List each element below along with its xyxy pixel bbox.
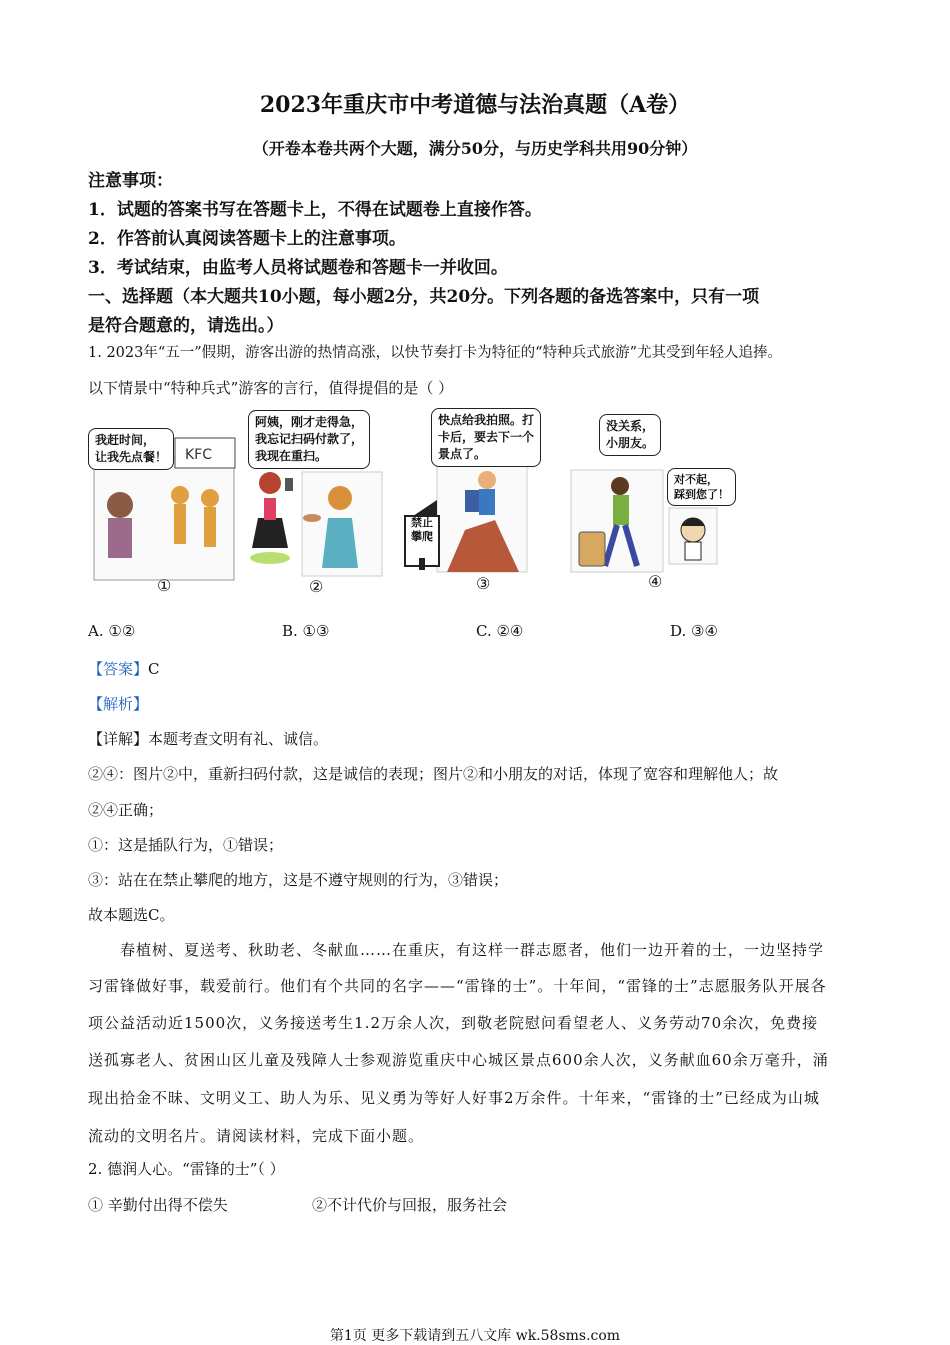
material-line: 习雷锋做好事，载爱前行。他们有个共同的名字——“雷锋的士”。十年间，“雷锋的士”志愿服务队开展各 bbox=[88, 977, 827, 995]
material-line: 送孤寡老人、贫困山区儿童及残障人士参观游览重庆中心城区景点600余人次，义务献血60余万毫升，涌 bbox=[88, 1051, 829, 1069]
panel-number: ② bbox=[309, 577, 324, 596]
speech-bubble: 阿姨，刚才走得急， 我忘记扫码付款了， 我现在重扫。 bbox=[248, 410, 370, 469]
detail-line: 故本题选C。 bbox=[88, 906, 175, 924]
detail-line: 【详解】本题考查文明有礼、诚信。 bbox=[88, 730, 329, 748]
q2-stem: 2. 德润人心。“雷锋的士”（ ） bbox=[88, 1160, 285, 1178]
detail-line: ①：这是插队行为，①错误； bbox=[88, 836, 284, 854]
material-line: 项公益活动近1500次，义务接送考生1.2万余人次，到敬老院慰问看望老人、义务劳动70余次，免费接 bbox=[88, 1014, 819, 1032]
option-d: D. ③④ bbox=[670, 622, 718, 640]
restaurant-sign: KFC bbox=[185, 447, 213, 463]
answer-line bbox=[88, 658, 160, 679]
detail-line: ③：站在在禁止攀爬的地方，这是不遵守规则的行为，③错误； bbox=[88, 871, 509, 889]
note-item: 1．试题的答案书写在答题卡上，不得在试题卷上直接作答。 bbox=[88, 200, 542, 220]
speech-bubble: 我赶时间， 让我先点餐！ bbox=[88, 428, 174, 470]
exam-title: 2023年重庆市中考道德与法治真题（A卷） bbox=[259, 92, 691, 118]
option-a: A. ①② bbox=[88, 622, 136, 640]
material-line: 现出拾金不昧、文明义工、助人为乐、见义勇为等好人好事2万余件。十年来，“雷锋的士”已经成为山城 bbox=[88, 1089, 820, 1107]
option-c: C. ②④ bbox=[476, 622, 524, 640]
note-item: 2．作答前认真阅读答题卡上的注意事项。 bbox=[88, 229, 406, 249]
material-line: 流动的文明名片。请阅读材料，完成下面小题。 bbox=[88, 1127, 425, 1145]
speech-bubble-child: 对不起， 踩到您了！ bbox=[667, 468, 736, 506]
speech-bubble: 没关系， 小朋友。 bbox=[599, 414, 661, 456]
answer-value: C bbox=[148, 660, 160, 678]
detail-line: ②④正确； bbox=[88, 801, 164, 819]
panel-number: ③ bbox=[476, 574, 491, 593]
speech-bubble: 快点给我拍照。打 卡后，要去下一个 景点了。 bbox=[431, 408, 541, 467]
option-b: B. ①③ bbox=[282, 622, 330, 640]
section-heading: 一、选择题（本大题共10小题，每小题2分，共20分。下列各题的备选答案中，只有一项 bbox=[88, 287, 760, 307]
analysis-label: 【解析】 bbox=[88, 695, 149, 713]
comic-panel-1 bbox=[80, 410, 250, 595]
detail-line: ②④：图片②中，重新扫码付款，这是诚信的表现；图片②和小朋友的对话，体现了宽容和理解他人；故 bbox=[88, 765, 779, 783]
q1-stem-cont: 以下情景中“特种兵式”游客的言行，值得提倡的是（ ） bbox=[88, 379, 454, 397]
exam-subtitle: （开卷本卷共两个大题，满分50分，与历史学科共用90分钟） bbox=[252, 139, 698, 158]
material-line: 春植树、夏送考、秋助老、冬献血……在重庆，有这样一群志愿者，他们一边开着的士，一边坚持学 bbox=[120, 941, 825, 959]
q2-option: ① 辛勤付出得不偿失 bbox=[88, 1196, 228, 1214]
q2-option: ②不计代价与回报，服务社会 bbox=[312, 1196, 508, 1214]
notes-heading: 注意事项： bbox=[88, 171, 173, 191]
comic-panel-4 bbox=[565, 408, 740, 578]
panel-number: ① bbox=[157, 576, 172, 595]
q1-stem: 1. 2023年“五一”假期，游客出游的热情高涨，以快节奏打卡为特征的“特种兵式旅游”尤其受到年轻人追捧。 bbox=[88, 345, 782, 361]
comic-panel-2 bbox=[240, 408, 385, 588]
comic-panel-3 bbox=[395, 408, 560, 578]
page-footer: 第1页 更多下载请到五八文库 wk.58sms.com bbox=[329, 1328, 621, 1344]
panel-number: ④ bbox=[648, 572, 663, 591]
answer-label: 【答案】 bbox=[88, 660, 149, 678]
note-item: 3．考试结束，由监考人员将试题卷和答题卡一并收回。 bbox=[88, 258, 508, 278]
section-heading-cont: 是符合题意的，请选出。） bbox=[88, 316, 284, 336]
no-climbing-sign: 禁止 攀爬 bbox=[411, 516, 433, 543]
